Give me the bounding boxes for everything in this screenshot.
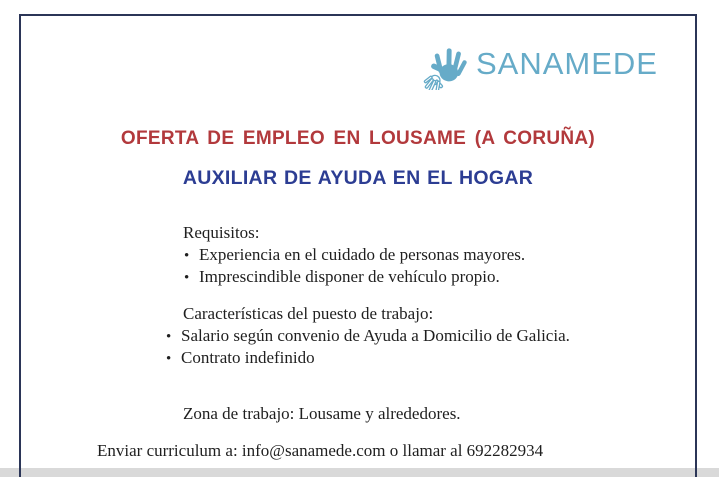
job-detail-item-text: Salario según convenio de Ayuda a Domicilio de Galicia. bbox=[181, 326, 570, 345]
job-details-heading: Características del puesto de trabajo: bbox=[183, 304, 434, 323]
bullet-icon: • bbox=[166, 329, 172, 345]
list-item bbox=[166, 326, 570, 347]
job-detail-item-text: Contrato indefinido bbox=[181, 348, 315, 367]
bullet-icon: • bbox=[166, 351, 172, 367]
position-title: AUXILIAR DE AYUDA EN EL HOGAR bbox=[182, 167, 534, 189]
list-item bbox=[184, 245, 525, 266]
offer-title: OFERTA DE EMPLEO EN LOUSAME (A CORUÑA) bbox=[120, 128, 596, 149]
requirement-item-text: Experiencia en el cuidado de personas mayores. bbox=[199, 245, 526, 264]
list-item bbox=[166, 348, 315, 369]
list-item bbox=[184, 267, 500, 288]
bullet-icon: • bbox=[184, 270, 190, 286]
work-area-line: Zona de trabajo: Lousame y alrededores. bbox=[183, 404, 461, 423]
requirements-heading: Requisitos: bbox=[183, 223, 260, 242]
bullet-icon: • bbox=[184, 248, 190, 264]
logo-text: SANAMEDE bbox=[476, 46, 658, 81]
contact-line: Enviar curriculum a: info@sanamede.com o llamar al 692282934 bbox=[97, 441, 544, 460]
hands-logo-icon bbox=[423, 44, 469, 90]
requirement-item-text: Imprescindible disponer de vehículo propio. bbox=[199, 267, 500, 286]
logo bbox=[423, 42, 658, 90]
